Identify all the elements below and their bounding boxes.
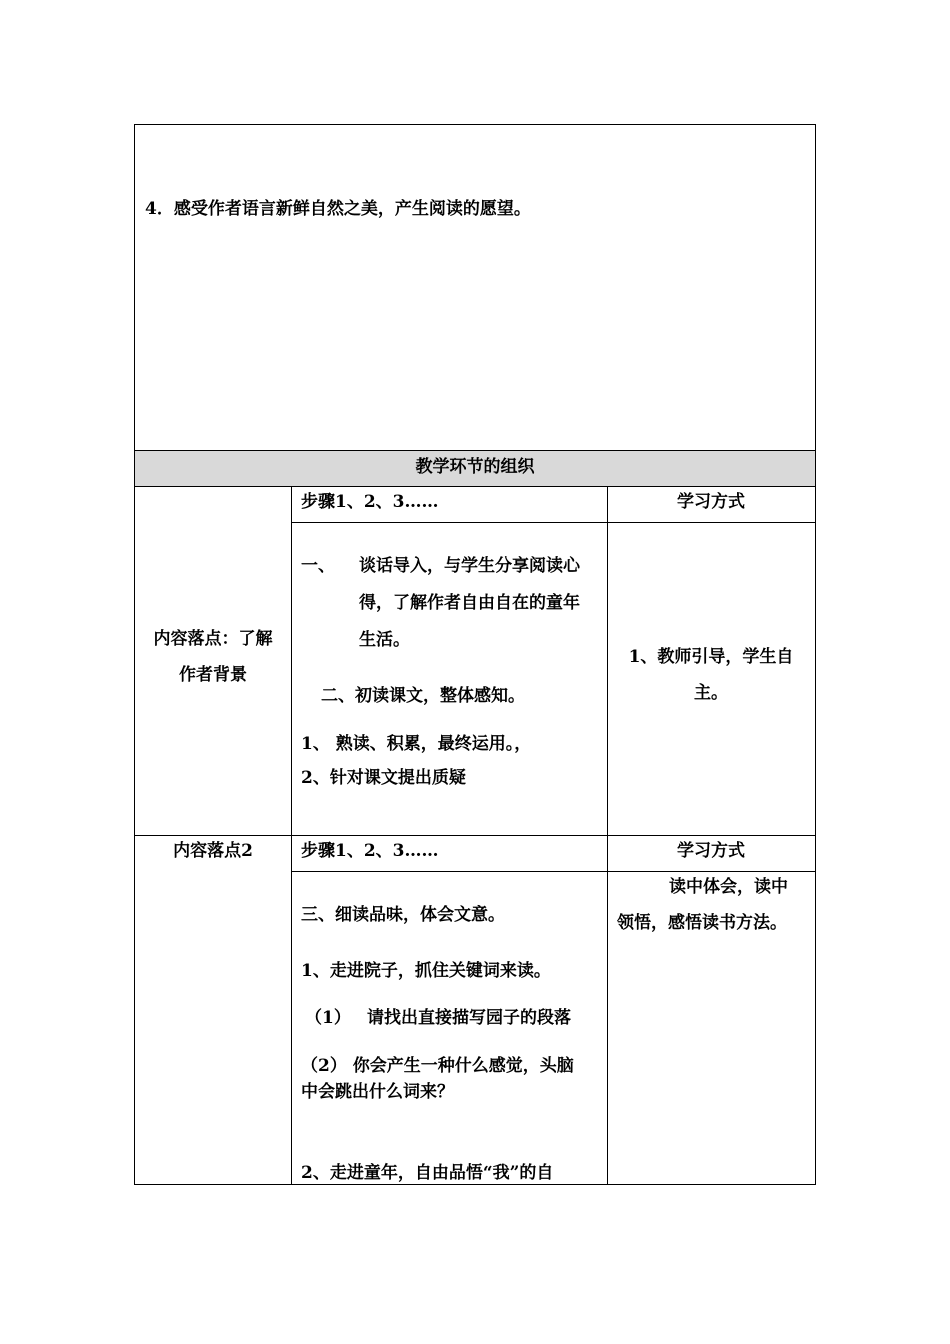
- row-divider: [135, 450, 815, 451]
- steps-header-1: 步骤1、2、3……: [301, 492, 439, 512]
- content-point-2: 内容落点2: [173, 841, 253, 861]
- row-divider: [291, 522, 815, 523]
- lesson-plan-table: [134, 124, 816, 1185]
- row-divider: [135, 486, 815, 487]
- step-5-text: 三、细读品味，体会文意。: [301, 905, 505, 925]
- step-9-text: 2、走进童年，自由品悟“我”的自: [301, 1163, 554, 1183]
- step-2-text: 二、初读课文，整体感知。: [321, 686, 525, 706]
- content-point-1-line2: 作者背景: [179, 665, 247, 685]
- section-header: 教学环节的组织: [415, 457, 535, 477]
- step-1-marker: 一、: [301, 556, 335, 576]
- step-1-line1: 谈话导入，与学生分享阅读心: [359, 556, 580, 576]
- method-2-line1: 读中体会，读中: [669, 877, 788, 897]
- step-6-text: 1、走进院子，抓住关键词来读。: [301, 961, 551, 981]
- method-1-line1: 1、教师引导，学生自: [628, 647, 794, 667]
- row-divider: [135, 835, 815, 836]
- step-7-text: 请找出直接描写园子的段落: [367, 1008, 571, 1028]
- step-3-text: 1、 熟读、积累，最终运用。，: [301, 734, 532, 754]
- row-divider: [291, 871, 815, 872]
- step-1-line2: 得，了解作者自由自在的童年: [359, 593, 580, 613]
- step-7-marker: （1）: [305, 1008, 351, 1028]
- method-header-1: 学习方式: [677, 492, 745, 512]
- step-8-line2: 中会跳出什么词来？: [301, 1082, 454, 1102]
- step-4-text: 2、针对课文提出质疑: [301, 768, 466, 788]
- objective-item-4: 4．感受作者语言新鲜自然之美，产生阅读的愿望。: [145, 199, 531, 219]
- content-point-1-line1: 内容落点：了解: [153, 629, 273, 649]
- method-1-line2: 主。: [694, 683, 728, 703]
- step-8-line1: （2） 你会产生一种什么感觉，头脑: [301, 1056, 574, 1076]
- step-1-line3: 生活。: [359, 630, 410, 650]
- steps-header-2: 步骤1、2、3……: [301, 841, 439, 861]
- method-2-line2: 领悟，感悟读书方法。: [617, 913, 787, 933]
- method-header-2: 学习方式: [677, 841, 745, 861]
